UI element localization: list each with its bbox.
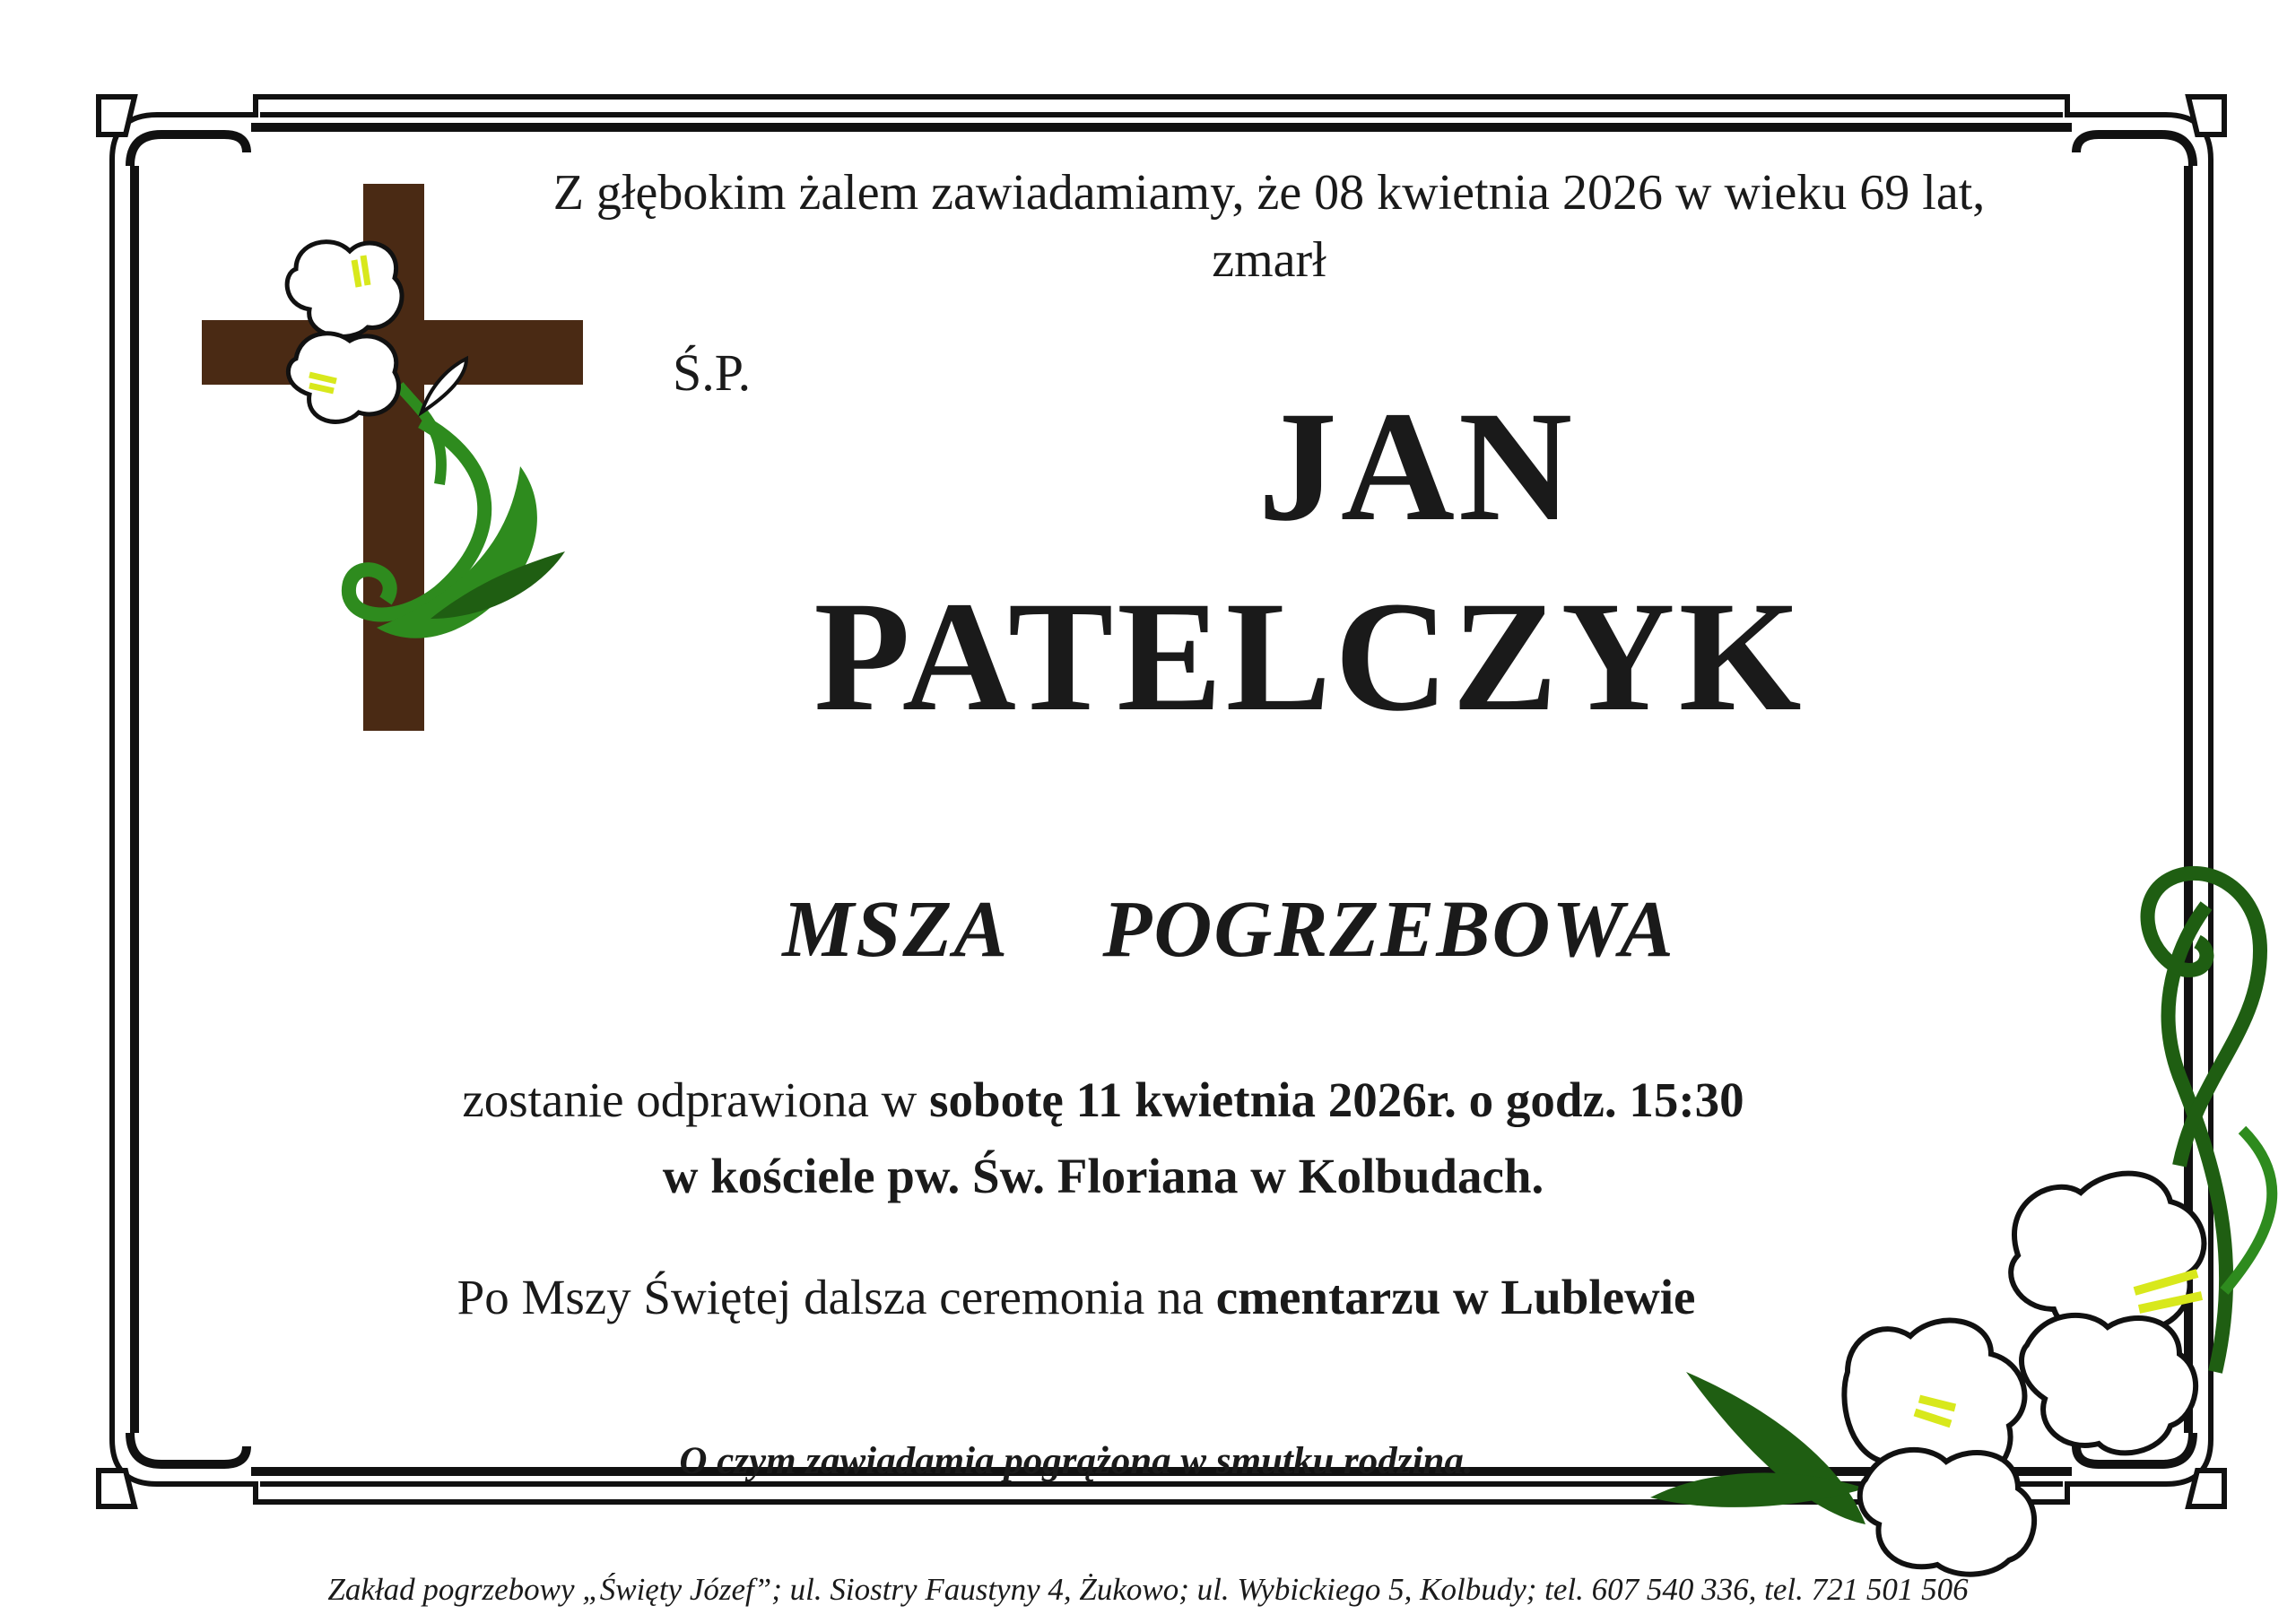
- mass-location: w kościele pw. Św. Floriana w Kolbudach.: [662, 1149, 1544, 1203]
- mass-date-prefix: zostanie odprawiona w: [462, 1072, 930, 1127]
- cemetery: cmentarzu w Lublewie: [1215, 1270, 1696, 1324]
- mass-date-line: [296, 1072, 1910, 1128]
- funeral-home-footer: Zakład pogrzebowy „Święty Józef”; ul. Siostry Faustyny 4, Żukowo; ul. Wybickiego 5, Kolbudy; tel. 607 540 336, tel. 721 501 506: [327, 1572, 1969, 1607]
- intro-text: Z głębokim żalem zawiadamiamy, że 08 kwietnia 2026 w wieku 69 lat,: [552, 165, 1986, 221]
- mass-title: MSZA POGRZEBOWA: [782, 885, 1675, 974]
- mass-date: sobotę 11 kwietnia 2026r. o godz. 15:30: [929, 1072, 1744, 1127]
- ceremony-prefix: Po Mszy Świętej dalsza ceremonia na: [457, 1270, 1216, 1324]
- ceremony-line: [269, 1269, 1883, 1325]
- deceased-first-name: JAN: [1257, 379, 1577, 554]
- prefix-sp: Ś.P.: [673, 343, 752, 402]
- deceased-last-name: PATELCZYK: [813, 569, 1805, 744]
- closing-text: O czym zawiadamia pogrążona w smutku rodzina.: [679, 1440, 1474, 1482]
- intro-text-verb: zmarł: [1212, 232, 1326, 288]
